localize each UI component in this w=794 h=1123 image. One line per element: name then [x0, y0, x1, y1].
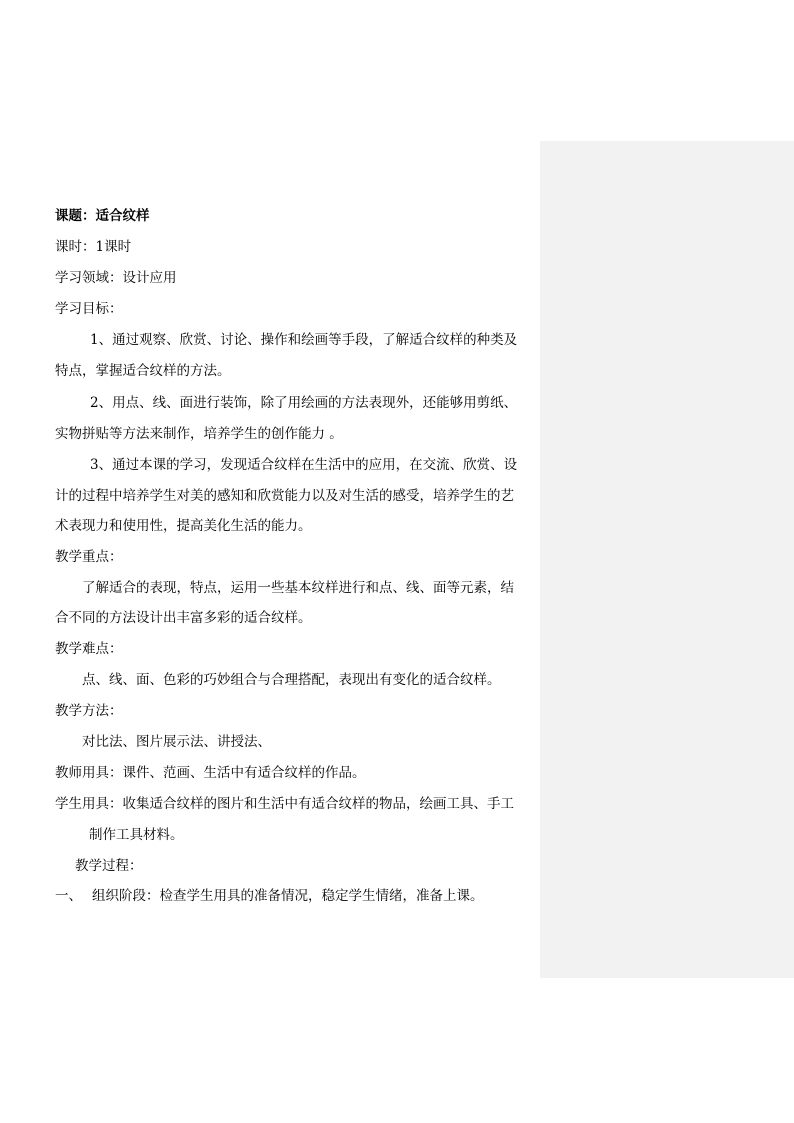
lesson-hours: 课时：1课时 — [55, 239, 132, 255]
student-tools-line-1: 学生用具：收集适合纹样的图片和生活中有适合纹样的物品，绘画工具、手工 — [55, 796, 514, 812]
key-points-heading: 教学重点： — [55, 549, 123, 565]
key-points-line-2: 合不同的方法设计出丰富多彩的适合纹样。 — [55, 610, 312, 626]
difficulty-text: 点、线、面、色彩的巧妙组合与合理搭配，表现出有变化的适合纹样。 — [82, 672, 501, 688]
teacher-tools: 教师用具：课件、范画、生活中有适合纹样的作品。 — [55, 765, 366, 781]
student-tools-line-2: 制作工具材料。 — [89, 827, 184, 843]
goal-1-line-2: 特点，掌握适合纹样的方法。 — [55, 363, 231, 379]
goal-3-line-2: 计的过程中培养学生对美的感知和欣赏能力以及对生活的感受，培养学生的艺 — [55, 488, 514, 504]
goal-2-line-1: 2、用点、线、面进行装饰，除了用绘画的方法表现外，还能够用剪纸、 — [90, 395, 518, 411]
key-points-line-1: 了解适合的表现，特点，运用一些基本纹样进行和点、线、面等元素，结 — [82, 580, 514, 596]
step-1-text: 组织阶段：检查学生用具的准备情况，稳定学生情绪，准备上课。 — [92, 888, 484, 904]
goal-3-line-3: 术表现力和使用性，提高美化生活的能力。 — [55, 518, 312, 534]
step-1-number: 一、 — [55, 888, 82, 904]
method-text: 对比法、图片展示法、讲授法、 — [82, 734, 271, 750]
method-heading: 教学方法： — [55, 703, 123, 719]
learning-domain: 学习领域：设计应用 — [55, 270, 177, 286]
comment-pane — [540, 141, 794, 978]
goal-3-line-1: 3、通过本课的学习，发现适合纹样在生活中的应用，在交流、欣赏、设 — [90, 457, 518, 473]
goal-1-line-1: 1、通过观察、欣赏、讨论、操作和绘画等手段，了解适合纹样的种类及 — [90, 332, 518, 348]
difficulty-heading: 教学难点： — [55, 641, 123, 657]
process-heading: 教学过程： — [75, 858, 143, 874]
goal-2-line-2: 实物拼贴等方法来制作，培养学生的创作能力 。 — [55, 426, 343, 442]
goals-heading: 学习目标： — [55, 301, 123, 317]
lesson-title: 课题：适合纹样 — [55, 208, 150, 224]
